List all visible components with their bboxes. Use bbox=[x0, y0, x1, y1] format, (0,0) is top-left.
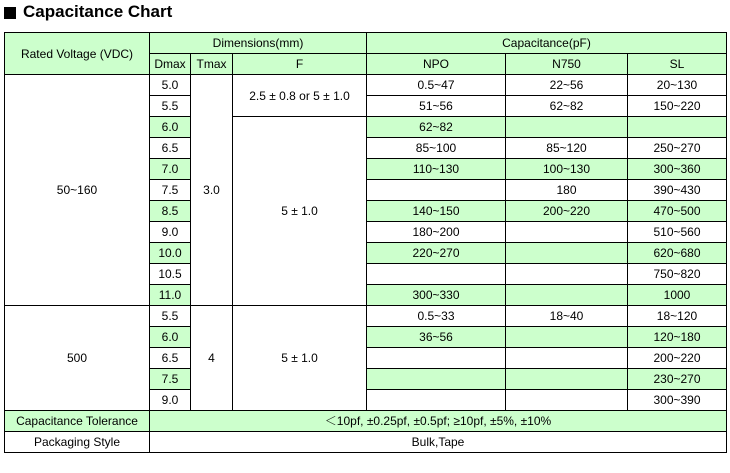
n750-cell bbox=[506, 117, 628, 138]
sl-cell bbox=[628, 117, 727, 138]
page-title bbox=[4, 0, 172, 24]
npo-cell: 0.5~33 bbox=[367, 306, 506, 327]
npo-cell: 0.5~47 bbox=[367, 75, 506, 96]
f-cell: 5 ± 1.0 bbox=[233, 306, 367, 411]
dmax-cell: 8.5 bbox=[150, 201, 191, 222]
sl-cell: 300~360 bbox=[628, 159, 727, 180]
npo-cell bbox=[367, 390, 506, 411]
npo-cell bbox=[367, 264, 506, 285]
packaging-row bbox=[5, 432, 727, 453]
n750-cell: 100~130 bbox=[506, 159, 628, 180]
dmax-cell: 7.0 bbox=[150, 159, 191, 180]
f-cell: 2.5 ± 0.8 or 5 ± 1.0 bbox=[233, 75, 367, 117]
sl-cell: 18~120 bbox=[628, 306, 727, 327]
dmax-cell: 9.0 bbox=[150, 222, 191, 243]
dmax-cell: 5.0 bbox=[150, 75, 191, 96]
sl-cell: 20~130 bbox=[628, 75, 727, 96]
header-row-1 bbox=[5, 33, 727, 54]
sl-cell: 620~680 bbox=[628, 243, 727, 264]
sl-cell: 250~270 bbox=[628, 138, 727, 159]
voltage-cell: 50~160 bbox=[5, 75, 150, 306]
title-text: Capacitance Chart bbox=[23, 2, 173, 21]
npo-cell: 51~56 bbox=[367, 96, 506, 117]
dmax-cell: 9.0 bbox=[150, 390, 191, 411]
n750-cell: 18~40 bbox=[506, 306, 628, 327]
npo-cell: 36~56 bbox=[367, 327, 506, 348]
n750-cell: 62~82 bbox=[506, 96, 628, 117]
dmax-cell: 10.0 bbox=[150, 243, 191, 264]
dmax-cell: 10.5 bbox=[150, 264, 191, 285]
dmax-cell: 5.5 bbox=[150, 96, 191, 117]
npo-cell: 180~200 bbox=[367, 222, 506, 243]
npo-cell bbox=[367, 369, 506, 390]
dmax-cell: 6.5 bbox=[150, 138, 191, 159]
npo-cell bbox=[367, 348, 506, 369]
packaging-value: Bulk,Tape bbox=[150, 432, 727, 453]
sl-cell: 200~220 bbox=[628, 348, 727, 369]
n750-cell bbox=[506, 243, 628, 264]
sl-cell: 750~820 bbox=[628, 264, 727, 285]
sl-cell: 470~500 bbox=[628, 201, 727, 222]
dmax-cell: 7.5 bbox=[150, 180, 191, 201]
n750-cell bbox=[506, 369, 628, 390]
sl-cell: 150~220 bbox=[628, 96, 727, 117]
n750-cell bbox=[506, 264, 628, 285]
packaging-label: Packaging Style bbox=[5, 432, 150, 453]
rated-voltage-header: Rated Voltage (VDC) bbox=[5, 33, 150, 75]
n750-cell bbox=[506, 222, 628, 243]
n750-cell: 200~220 bbox=[506, 201, 628, 222]
dmax-cell: 11.0 bbox=[150, 285, 191, 306]
table-row bbox=[5, 306, 727, 327]
tolerance-label: Capacitance Tolerance bbox=[5, 411, 150, 432]
npo-cell: 300~330 bbox=[367, 285, 506, 306]
dmax-header: Dmax bbox=[150, 54, 191, 75]
tolerance-row bbox=[5, 411, 727, 432]
voltage-cell: 500 bbox=[5, 306, 150, 411]
dmax-cell: 6.0 bbox=[150, 117, 191, 138]
square-bullet-icon bbox=[4, 7, 16, 19]
npo-cell: 85~100 bbox=[367, 138, 506, 159]
npo-cell: 62~82 bbox=[367, 117, 506, 138]
npo-cell: 110~130 bbox=[367, 159, 506, 180]
f-header: F bbox=[233, 54, 367, 75]
capacitance-header: Capacitance(pF) bbox=[367, 33, 727, 54]
dmax-cell: 7.5 bbox=[150, 369, 191, 390]
tolerance-value: ＜10pf, ±0.25pf, ±0.5pf; ≥10pf, ±5%, ±10% bbox=[150, 411, 727, 432]
n750-cell bbox=[506, 390, 628, 411]
n750-cell: 85~120 bbox=[506, 138, 628, 159]
sl-cell: 390~430 bbox=[628, 180, 727, 201]
table-row bbox=[5, 75, 727, 96]
sl-cell: 1000 bbox=[628, 285, 727, 306]
tmax-cell: 3.0 bbox=[191, 75, 233, 306]
npo-header: NPO bbox=[367, 54, 506, 75]
dmax-cell: 5.5 bbox=[150, 306, 191, 327]
sl-cell: 120~180 bbox=[628, 327, 727, 348]
dmax-cell: 6.5 bbox=[150, 348, 191, 369]
dimensions-header: Dimensions(mm) bbox=[150, 33, 367, 54]
tmax-header: Tmax bbox=[191, 54, 233, 75]
n750-cell: 180 bbox=[506, 180, 628, 201]
capacitance-table bbox=[4, 32, 727, 453]
sl-cell: 230~270 bbox=[628, 369, 727, 390]
npo-cell bbox=[367, 180, 506, 201]
sl-cell: 300~390 bbox=[628, 390, 727, 411]
n750-cell bbox=[506, 285, 628, 306]
n750-cell bbox=[506, 348, 628, 369]
n750-cell bbox=[506, 327, 628, 348]
n750-header: N750 bbox=[506, 54, 628, 75]
npo-cell: 140~150 bbox=[367, 201, 506, 222]
dmax-cell: 6.0 bbox=[150, 327, 191, 348]
tmax-cell: 4 bbox=[191, 306, 233, 411]
sl-header: SL bbox=[628, 54, 727, 75]
npo-cell: 220~270 bbox=[367, 243, 506, 264]
f-cell: 5 ± 1.0 bbox=[233, 117, 367, 306]
sl-cell: 510~560 bbox=[628, 222, 727, 243]
n750-cell: 22~56 bbox=[506, 75, 628, 96]
